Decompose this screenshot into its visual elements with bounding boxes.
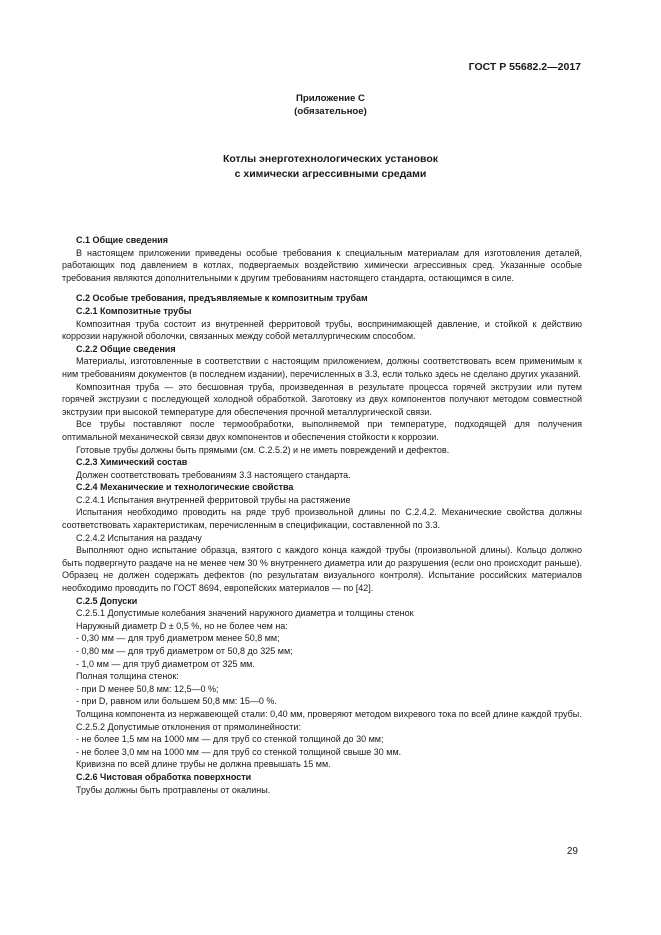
paragraph: С.2.4.2 Испытания на раздачу xyxy=(76,532,202,543)
page-number: 29 xyxy=(566,846,578,857)
paragraph: Должен соответствовать требованиям 3.3 настоящего стандарта. xyxy=(76,469,351,480)
title-line-2: с химически агрессивными средами xyxy=(234,168,427,180)
section-heading: С.2.1 Композитные трубы xyxy=(76,305,192,316)
appendix-heading xyxy=(0,92,661,118)
body-text xyxy=(62,234,582,796)
list-item: - при D менее 50,8 мм: 12,5—0 %; xyxy=(76,683,219,694)
paragraph: Испытания необходимо проводить на ряде труб произвольной длины по С.2.4.2. Механические свойства должны соответствовать характеристикам, перечисленным в спецификации, составленной по 3.3. xyxy=(62,507,582,531)
paragraph: Композитная труба состоит из внутренней ферритовой трубы, воспринимающей давление, и стойкой к действию коррозии наружной оболочки, связанных между собой металлургическим способом. xyxy=(62,318,582,342)
paragraph: Все трубы поставляют после термообработки, выполняемой при температуре, подходящей для получения оптимальной механической связи двух компонентов и обеспечения стойкости к коррозии. xyxy=(62,419,582,442)
paragraph: Материалы, изготовленные в соответствии с настоящим приложением, должны соответствовать всем применимым к ним требованиям документов (в последнем издании), перечисленных в 3.3, если только здесь не сделано других указаний. xyxy=(62,356,582,379)
paragraph: С.2.5.2 Допустимые отклонения от прямолинейности: xyxy=(76,721,301,732)
paragraph: Полная толщина стенок: xyxy=(76,671,179,682)
list-item: - не более 1,5 мм на 1000 мм — для труб со стенкой толщиной до 30 мм; xyxy=(76,734,384,745)
paragraph: Трубы должны быть протравлены от окалины. xyxy=(76,784,271,795)
section-heading: С.2.5 Допуски xyxy=(76,595,138,606)
section-heading: С.2.4 Механические и технологические свойства xyxy=(76,482,294,493)
appendix-subtitle: (обязательное) xyxy=(294,106,367,117)
section-heading: С.2.3 Химический состав xyxy=(76,457,188,468)
title-line-1: Котлы энерготехнологических установок xyxy=(222,153,439,165)
list-item: - 0,80 мм — для труб диаметром от 50,8 до 325 мм; xyxy=(76,646,293,656)
list-item: - 1,0 мм — для труб диаметром от 325 мм. xyxy=(76,658,255,669)
paragraph: В настоящем приложении приведены особые требования к специальным материалам для изготовления деталей, работающих под давлением в котлах, подвергаемых воздействию химически агрессивных сред. Указанные особые требования являются дополнительными к другим требованиям настоящего стандарта, остающимся в силе. xyxy=(62,247,582,283)
paragraph: С.2.4.1 Испытания внутренней ферритовой трубы на растяжение xyxy=(76,494,351,505)
list-item: - не более 3,0 мм на 1000 мм — для труб со стенкой толщиной свыше 30 мм. xyxy=(76,746,402,757)
paragraph: Готовые трубы должны быть прямыми (см. С.2.5.2) и не иметь повреждений и дефектов. xyxy=(76,444,450,455)
document-code: ГОСТ Р 55682.2—2017 xyxy=(468,61,581,73)
section-heading: С.1 Общие сведения xyxy=(76,235,169,245)
paragraph: Наружный диаметр D ± 0,5 %, но не более чем на: xyxy=(76,620,288,631)
section-heading: С.2.2 Общие сведения xyxy=(76,343,176,354)
paragraph: Толщина компонента из нержавеющей стали: 0,40 мм, проверяют методом вихревого тока по всей длине каждой трубы. xyxy=(76,708,582,719)
paragraph: Выполняют одно испытание образца, взятого с каждого конца каждой трубы (произвольной длины). Кольцо должно быть подвергнуто раздаче на не менее чем 30 % внутреннего диаметра или до разрушения (если оно происходит раньше). Образец не должен содержать дефектов (по результатам визуального контроля). Испытание российских материалов необходимо проводить по ГОСТ 8694, европейских материалов — по [42]. xyxy=(62,545,582,594)
list-item: - 0,30 мм — для труб диаметром менее 50,8 мм; xyxy=(76,633,280,644)
paragraph: С.2.5.1 Допустимые колебания значений наружного диаметра и толщины стенок xyxy=(76,608,414,619)
list-item: - при D, равном или большем 50,8 мм: 15—0 %. xyxy=(76,696,277,707)
paragraph: Композитная труба — это бесшовная труба, произведенная в результате процесса горячей экструзии или путем горячей экструзии с последующей холодной обработкой. Заготовку из двух компонентов получают методом совместной экструзии при высокой температуре для обеспечения прочной металлургической связи. xyxy=(62,381,582,417)
appendix-title: Приложение С xyxy=(296,93,365,104)
section-heading: С.2.6 Чистовая обработка поверхности xyxy=(76,771,252,782)
section-heading: С.2 Особые требования, предъявляемые к композитным трубам xyxy=(76,293,368,304)
document-title xyxy=(0,152,661,182)
paragraph: Кривизна по всей длине трубы не должна превышать 15 мм. xyxy=(76,759,331,770)
